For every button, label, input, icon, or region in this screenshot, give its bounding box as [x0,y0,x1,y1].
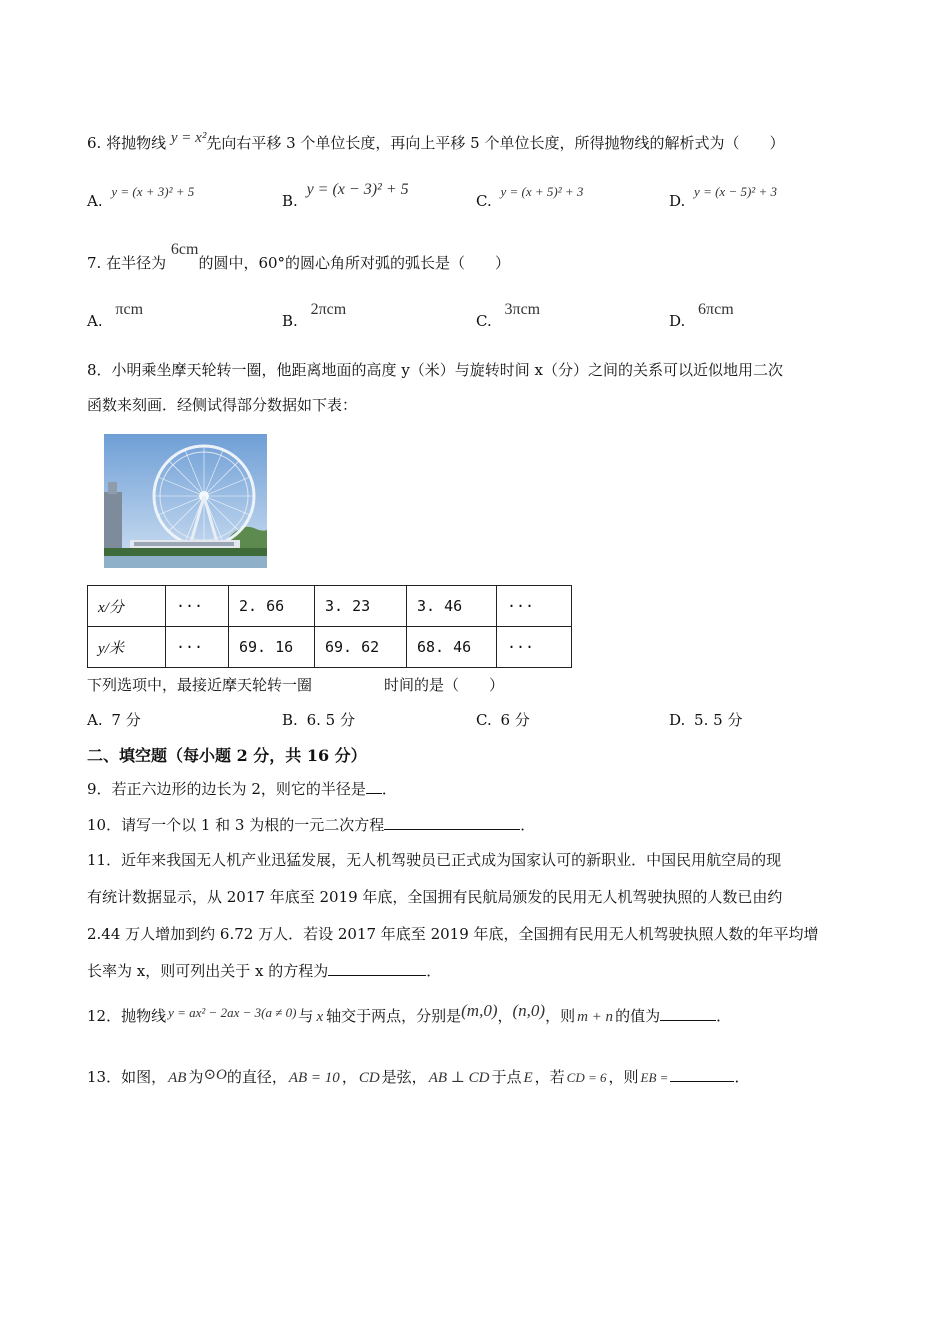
q13-text: 为 [188,1068,204,1086]
option-value: 6. 5 分 [306,711,355,729]
table-cell: ··· [497,627,572,668]
q13-math: AB ⊥ CD [428,1070,490,1086]
q6-option-d[interactable] [669,184,777,210]
option-value: 5. 5 分 [694,711,743,729]
q13-math: AB [168,1070,187,1086]
option-value: 6 分 [500,711,530,729]
q10 [87,814,535,835]
q7-stem [87,241,511,273]
q7-pre: 在半径为 [106,254,167,272]
q13 [87,1066,749,1087]
q10-text: 10．请写一个以 1 和 3 为根的一元二次方程 [87,816,385,834]
option-expression: y = (x − 5)² + 3 [694,184,777,199]
q12-point-n: (n,0) [512,1001,546,1020]
q8-option-d[interactable] [669,709,742,730]
table-row [88,586,572,627]
table-cell: ··· [497,586,572,627]
option-letter: D. [669,192,686,210]
q13-text: ， [341,1068,357,1086]
q11-line1: 11．近年来我国无人机产业迅猛发展，无人机驾驶员已正式成为国家认可的新职业．中国民用航空局的现 [87,851,782,869]
table-cell: 3. 46 [407,586,497,627]
q8-option-a[interactable] [87,709,141,730]
circle-symbol: ⊙O [203,1067,227,1083]
option-letter: A. [87,312,103,330]
option-letter: B. [282,711,298,729]
option-value: πcm [115,301,144,318]
q6-pre: 将抛物线 [106,134,167,152]
option-expression: y = (x + 5)² + 3 [500,184,584,199]
option-letter: C. [476,192,492,210]
q12-sum: m + n [577,1009,614,1025]
table-row [88,627,572,668]
option-letter: C. [476,711,492,729]
option-letter: C. [476,312,492,330]
q7-option-c[interactable] [476,301,541,331]
q6-option-b[interactable] [282,181,409,211]
option-letter: A. [87,192,103,210]
q12-end: ． [716,1007,732,1025]
q12-text: 的值为 [615,1007,661,1025]
option-value: 2πcm [310,301,347,318]
q12-expression: y = ax² − 2ax − 3(a ≠ 0) [168,1005,297,1020]
answer-blank[interactable] [670,1067,734,1082]
q13-math: CD [358,1070,380,1086]
q12 [87,1001,732,1026]
table-cell: x/分 [88,586,166,627]
table-cell: 68. 46 [407,627,497,668]
q11-end: ． [426,962,442,980]
q11-line2: 有统计数据显示，从 2017 年底至 2019 年底，全国拥有民航局颁发的民用无人机驾驶执照的人数已由约 [87,888,783,906]
q13-text: 是弦， [381,1068,427,1086]
q6-post: 先向右平移 3 个单位长度，再向上平移 5 个单位长度，所得抛物线的解析式为（ ） [206,134,785,152]
q10-end: ． [520,816,536,834]
q7-number: 7. [87,254,102,272]
q11-line3: 2.44 万人增加到约 6.72 万人．若设 2017 年底至 2019 年底，全国拥有民用无人机驾驶执照人数的年平均增 [87,925,819,943]
option-letter: B. [282,192,298,210]
table-cell: 2. 66 [229,586,315,627]
q12-text: 与 [298,1007,314,1025]
q9-end: ． [381,780,397,798]
option-letter: A. [87,711,103,729]
table-cell: 69. 16 [229,627,315,668]
section-title: 二、填空题（每小题 2 分，共 16 分） [87,746,367,765]
option-value: 7 分 [111,711,141,729]
q13-text: 的直径， [226,1068,287,1086]
q8-option-b[interactable] [282,709,355,730]
q13-text: ，若 [534,1068,565,1086]
q12-comma: ， [497,1007,513,1025]
q13-math: EB = [640,1070,669,1085]
q6-option-c[interactable] [476,184,584,210]
ferris-wheel-photo [104,434,267,568]
table-cell: y/米 [88,627,166,668]
q9 [87,778,397,799]
q8-option-c[interactable] [476,709,530,730]
option-letter: D. [669,312,686,330]
option-letter: B. [282,312,298,330]
option-expression: y = (x − 3)² + 5 [306,181,409,198]
answer-blank[interactable] [366,779,382,794]
option-value: 3πcm [504,301,541,318]
q7-option-b[interactable] [282,301,347,331]
table-cell: 69. 62 [315,627,407,668]
table-cell: ··· [166,586,229,627]
q8-line2: 函数来刻画．经侧试得部分数据如下表： [87,396,358,414]
q7-post: 的圆中，60°的圆心角所对弧的弧长是（ ） [198,254,511,272]
q11-line4 [87,960,441,981]
q13-number: 13．如图， [87,1068,167,1086]
q12-number: 12．抛物线 [87,1007,167,1025]
q8-line1: 8．小明乘坐摩天轮转一圈，他距离地面的高度 y（米）与旋转时间 x（分）之间的关系可以近似地用二次 [87,361,784,379]
q7-radius: 6cm [170,241,199,258]
answer-blank[interactable] [660,1006,716,1021]
q12-axis: x [316,1009,324,1025]
q8-question-b: 时间的是（ ） [384,676,505,694]
option-letter: D. [669,711,686,729]
table-cell: ··· [166,627,229,668]
q13-end: ． [734,1068,750,1086]
q6-number: 6. [87,134,102,152]
q13-text: ，则 [608,1068,639,1086]
answer-blank[interactable] [384,815,520,830]
q12-text: ，则 [545,1007,576,1025]
answer-blank[interactable] [328,961,426,976]
q11-text: 长率为 x，则可列出关于 x 的方程为 [87,962,329,980]
option-expression: y = (x + 3)² + 5 [111,184,195,199]
q13-text: 于点 [491,1068,522,1086]
option-value: 6πcm [698,301,734,318]
q13-math: CD = 6 [566,1070,607,1085]
q12-point-m: (m,0) [461,1001,498,1020]
q13-math: AB = 10 [288,1070,340,1086]
q7-option-d[interactable] [669,301,734,331]
q6-expression: y = x² [170,130,207,146]
q8-question-a: 下列选项中，最接近摩天轮转一圈 [87,676,313,694]
q7-option-a[interactable] [87,301,144,331]
q6-option-a[interactable] [87,184,195,210]
table-cell: 3. 23 [315,586,407,627]
q6-stem [87,132,785,153]
q13-math: E [523,1070,533,1086]
data-table [87,585,572,668]
q9-text: 9．若正六边形的边长为 2，则它的半径是 [87,780,366,798]
q12-text: 轴交于两点，分别是 [326,1007,462,1025]
